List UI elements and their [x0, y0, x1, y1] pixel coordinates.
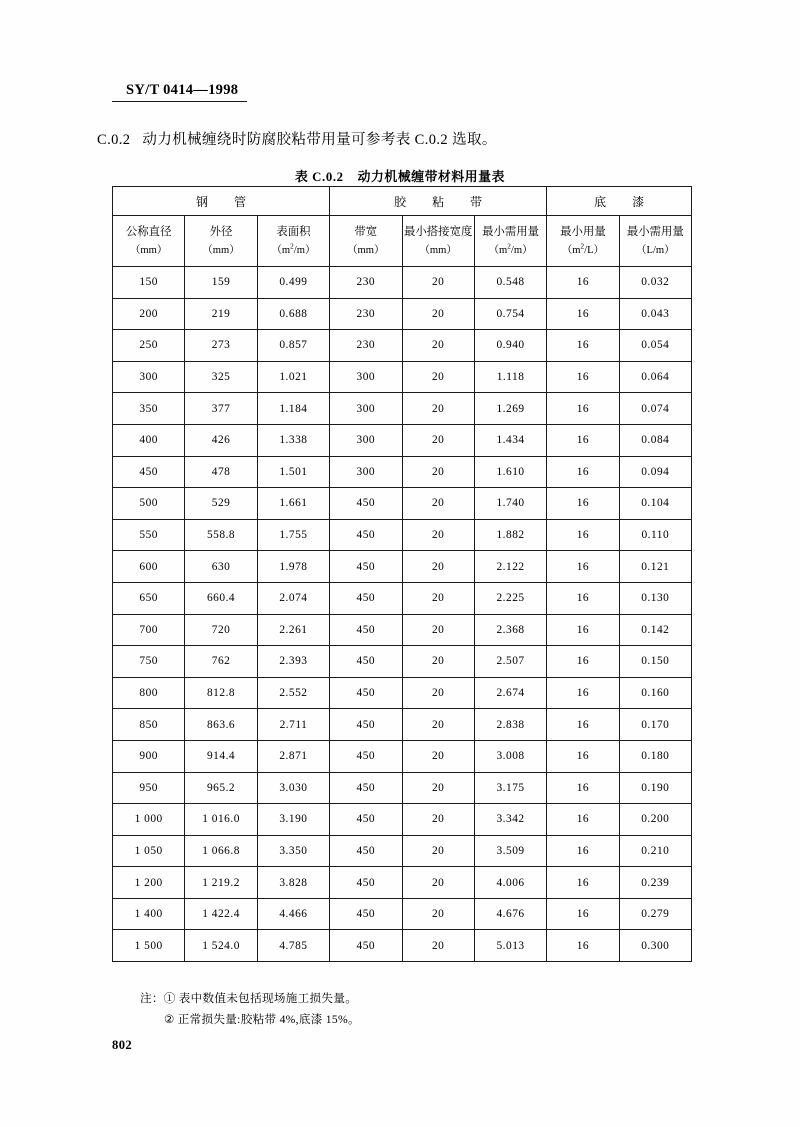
table-cell: 914.4: [185, 740, 257, 772]
table-cell: 0.104: [619, 488, 691, 520]
table-column-header: [547, 216, 619, 267]
table-cell: 1 524.0: [185, 930, 257, 962]
table-row: [113, 835, 692, 867]
column-header-name: 最小用量: [560, 225, 606, 238]
table-cell: 1.755: [257, 519, 329, 551]
table-cell: 700: [113, 614, 185, 646]
table-cell: 20: [402, 804, 474, 836]
table-cell: 0.110: [619, 519, 691, 551]
table-cell: 300: [330, 361, 402, 393]
table-cell: 16: [547, 582, 619, 614]
table-cell: 20: [402, 646, 474, 678]
table-cell: 300: [330, 456, 402, 488]
table-row: [113, 488, 692, 520]
column-header-row: [113, 216, 692, 267]
table-cell: 273: [185, 330, 257, 362]
table-cell: 3.008: [474, 740, 546, 772]
table-cell: 0.210: [619, 835, 691, 867]
table-cell: 0.170: [619, 709, 691, 741]
table-cell: 16: [547, 361, 619, 393]
table-row: [113, 867, 692, 899]
table-cell: 3.030: [257, 772, 329, 804]
note-text: 正常损失量:胶粘带 4%,底漆 15%。: [177, 1013, 360, 1027]
column-header-unit: $(m^2/m)$: [271, 242, 316, 256]
table-column-header: [330, 216, 402, 267]
table-caption: [0, 166, 800, 185]
table-cell: 2.122: [474, 551, 546, 583]
table-cell: 0.940: [474, 330, 546, 362]
table-cell: 20: [402, 393, 474, 425]
table-row: [113, 646, 692, 678]
table-cell: 1.978: [257, 551, 329, 583]
table-cell: 16: [547, 867, 619, 899]
table-cell: 750: [113, 646, 185, 678]
table-row: [113, 298, 692, 330]
table-row: [113, 393, 692, 425]
table-cell: 450: [330, 898, 402, 930]
table-cell: 16: [547, 614, 619, 646]
table-cell: 950: [113, 772, 185, 804]
table-cell: 2.838: [474, 709, 546, 741]
table-cell: 20: [402, 582, 474, 614]
table-cell: 1.661: [257, 488, 329, 520]
table-cell: 863.6: [185, 709, 257, 741]
table-body: [113, 267, 692, 962]
table-cell: 20: [402, 709, 474, 741]
table-cell: 1 016.0: [185, 804, 257, 836]
table-cell: 2.711: [257, 709, 329, 741]
column-header-name: 最小搭接宽度: [404, 225, 473, 238]
table-cell: 3.350: [257, 835, 329, 867]
table-cell: 450: [330, 804, 402, 836]
table-cell: 20: [402, 835, 474, 867]
table-row: [113, 930, 692, 962]
header-rule: [112, 101, 247, 102]
table-cell: 630: [185, 551, 257, 583]
table-cell: 1 200: [113, 867, 185, 899]
table-cell: 0.857: [257, 330, 329, 362]
table-cell: 650: [113, 582, 185, 614]
table-cell: 20: [402, 930, 474, 962]
table-cell: 558.8: [185, 519, 257, 551]
table-cell: 0.754: [474, 298, 546, 330]
column-header-name: 带宽: [354, 225, 378, 238]
table-cell: 450: [330, 709, 402, 741]
table-cell: 720: [185, 614, 257, 646]
table-cell: 426: [185, 424, 257, 456]
table-column-header: [619, 216, 691, 267]
table-cell: 450: [330, 677, 402, 709]
table-cell: 1.501: [257, 456, 329, 488]
table-cell: 0.279: [619, 898, 691, 930]
table-cell: 2.368: [474, 614, 546, 646]
table-cell: 20: [402, 898, 474, 930]
material-usage-table-wrapper: [112, 186, 692, 962]
column-header-name: 外径: [209, 225, 233, 238]
table-cell: 350: [113, 393, 185, 425]
table-cell: 600: [113, 551, 185, 583]
table-cell: 450: [330, 740, 402, 772]
table-cell: 0.150: [619, 646, 691, 678]
table-cell: 300: [330, 393, 402, 425]
table-cell: 219: [185, 298, 257, 330]
table-cell: 20: [402, 519, 474, 551]
note-item: [140, 988, 360, 1009]
table-cell: 16: [547, 551, 619, 583]
table-cell: 478: [185, 456, 257, 488]
column-header-unit: （mm）: [346, 244, 385, 256]
note-text: 表中数值未包括现场施工损失量。: [178, 992, 358, 1005]
table-cell: 3.342: [474, 804, 546, 836]
table-cell: 900: [113, 740, 185, 772]
table-row: [113, 740, 692, 772]
table-cell: 16: [547, 646, 619, 678]
table-cell: 20: [402, 551, 474, 583]
table-cell: 300: [113, 361, 185, 393]
column-header-name: 公称直径: [125, 225, 172, 238]
table-cell: 16: [547, 330, 619, 362]
table-cell: 2.871: [257, 740, 329, 772]
table-cell: 4.676: [474, 898, 546, 930]
table-cell: 0.160: [619, 677, 691, 709]
table-cell: 20: [402, 488, 474, 520]
column-header-unit: $(m^2/m)$: [488, 242, 533, 256]
table-row: [113, 582, 692, 614]
table-cell: 450: [330, 551, 402, 583]
column-header-unit: （L/m）: [635, 244, 675, 256]
table-row: [113, 519, 692, 551]
table-cell: 812.8: [185, 677, 257, 709]
table-cell: 800: [113, 677, 185, 709]
table-cell: 450: [330, 867, 402, 899]
table-row: [113, 267, 692, 299]
table-cell: 1.269: [474, 393, 546, 425]
column-header-name: 表面积: [276, 225, 311, 238]
note-marker: ①: [163, 992, 176, 1005]
table-cell: 20: [402, 298, 474, 330]
table-cell: 0.064: [619, 361, 691, 393]
table-cell: 20: [402, 740, 474, 772]
table-cell: 250: [113, 330, 185, 362]
table-cell: 325: [185, 361, 257, 393]
table-cell: 450: [330, 930, 402, 962]
table-row: [113, 709, 692, 741]
table-row: [113, 677, 692, 709]
table-cell: 20: [402, 330, 474, 362]
table-cell: 0.688: [257, 298, 329, 330]
table-cell: 16: [547, 456, 619, 488]
table-cell: 450: [330, 614, 402, 646]
table-cell: 3.828: [257, 867, 329, 899]
table-cell: 16: [547, 930, 619, 962]
table-group-header: 底 漆: [547, 187, 692, 216]
table-row: [113, 772, 692, 804]
table-cell: 0.239: [619, 867, 691, 899]
table-group-header: 胶 粘 带: [330, 187, 547, 216]
table-cell: 450: [330, 582, 402, 614]
table-cell: 16: [547, 519, 619, 551]
table-cell: 0.548: [474, 267, 546, 299]
note-marker: ②: [164, 1013, 175, 1027]
table-cell: 1.184: [257, 393, 329, 425]
table-cell: 0.499: [257, 267, 329, 299]
table-cell: 1 219.2: [185, 867, 257, 899]
table-cell: 20: [402, 424, 474, 456]
table-cell: 1 422.4: [185, 898, 257, 930]
table-cell: 1.610: [474, 456, 546, 488]
clause-text: 动力机械缠绕时防腐胶粘带用量可参考表 C.0.2 选取。: [142, 132, 497, 148]
clause-paragraph: [97, 128, 497, 149]
table-cell: 0.200: [619, 804, 691, 836]
table-cell: 2.674: [474, 677, 546, 709]
table-row: [113, 456, 692, 488]
table-cell: 16: [547, 740, 619, 772]
table-cell: 450: [113, 456, 185, 488]
table-cell: 16: [547, 424, 619, 456]
group-header-row: [113, 187, 692, 216]
table-cell: 500: [113, 488, 185, 520]
table-cell: 660.4: [185, 582, 257, 614]
table-cell: 0.084: [619, 424, 691, 456]
table-cell: 16: [547, 898, 619, 930]
table-cell: 4.785: [257, 930, 329, 962]
table-cell: 0.300: [619, 930, 691, 962]
table-cell: 20: [402, 772, 474, 804]
table-cell: 3.509: [474, 835, 546, 867]
note-item: [140, 1009, 360, 1030]
table-column-header: [257, 216, 329, 267]
table-cell: 965.2: [185, 772, 257, 804]
table-cell: 16: [547, 677, 619, 709]
table-cell: 230: [330, 267, 402, 299]
table-cell: 300: [330, 424, 402, 456]
table-cell: 377: [185, 393, 257, 425]
table-cell: 450: [330, 772, 402, 804]
table-cell: 1 400: [113, 898, 185, 930]
table-cell: 2.393: [257, 646, 329, 678]
column-header-name: 最小需用量: [482, 225, 540, 238]
table-row: [113, 330, 692, 362]
table-cell: 450: [330, 835, 402, 867]
table-row: [113, 361, 692, 393]
notes-prefix: 注：: [140, 992, 164, 1005]
table-cell: 0.121: [619, 551, 691, 583]
table-row: [113, 424, 692, 456]
table-cell: 16: [547, 267, 619, 299]
table-cell: 0.180: [619, 740, 691, 772]
table-cell: 4.006: [474, 867, 546, 899]
table-column-header: [113, 216, 185, 267]
table-cell: 2.074: [257, 582, 329, 614]
table-cell: 0.043: [619, 298, 691, 330]
table-cell: 2.552: [257, 677, 329, 709]
table-cell: 0.074: [619, 393, 691, 425]
table-cell: 16: [547, 772, 619, 804]
table-cell: 1 500: [113, 930, 185, 962]
table-cell: 850: [113, 709, 185, 741]
table-cell: 0.142: [619, 614, 691, 646]
table-cell: 450: [330, 488, 402, 520]
table-column-header: [402, 216, 474, 267]
table-row: [113, 551, 692, 583]
table-cell: 20: [402, 267, 474, 299]
table-cell: 550: [113, 519, 185, 551]
table-cell: 200: [113, 298, 185, 330]
table-column-header: [185, 216, 257, 267]
table-cell: 1.118: [474, 361, 546, 393]
table-caption-title: 动力机械缠带材料用量表: [357, 170, 505, 184]
table-cell: 2.261: [257, 614, 329, 646]
table-cell: 150: [113, 267, 185, 299]
table-cell: 20: [402, 867, 474, 899]
table-column-header: [474, 216, 546, 267]
table-caption-label: 表 C.0.2: [294, 170, 344, 184]
table-cell: 2.507: [474, 646, 546, 678]
table-row: [113, 804, 692, 836]
table-cell: 450: [330, 646, 402, 678]
page-number: 802: [112, 1038, 133, 1052]
table-cell: 5.013: [474, 930, 546, 962]
column-header-unit: （mm）: [202, 244, 240, 256]
table-cell: 230: [330, 330, 402, 362]
table-cell: 529: [185, 488, 257, 520]
table-cell: 1.882: [474, 519, 546, 551]
table-group-header: 钢 管: [113, 187, 330, 216]
column-header-unit: （mm）: [419, 244, 458, 256]
column-header-name: 最小需用量: [626, 225, 684, 238]
column-header-unit: （mm）: [129, 244, 168, 256]
table-cell: 159: [185, 267, 257, 299]
running-header: [112, 82, 692, 102]
table-cell: 0.094: [619, 456, 691, 488]
table-cell: 3.190: [257, 804, 329, 836]
table-head: [113, 187, 692, 267]
table-cell: 16: [547, 804, 619, 836]
column-header-unit: $(m^2/L)$: [561, 242, 605, 256]
table-cell: 16: [547, 298, 619, 330]
table-cell: 1.740: [474, 488, 546, 520]
table-cell: 20: [402, 614, 474, 646]
table-notes: [140, 988, 360, 1031]
table-cell: 1 000: [113, 804, 185, 836]
table-cell: 0.054: [619, 330, 691, 362]
table-cell: 3.175: [474, 772, 546, 804]
table-cell: 0.130: [619, 582, 691, 614]
standard-number: SY/T 0414—1998: [126, 82, 239, 98]
table-cell: 4.466: [257, 898, 329, 930]
table-cell: 1.434: [474, 424, 546, 456]
table-cell: 1.021: [257, 361, 329, 393]
table-cell: 762: [185, 646, 257, 678]
table-cell: 16: [547, 488, 619, 520]
table-cell: 230: [330, 298, 402, 330]
table-cell: 1 066.8: [185, 835, 257, 867]
table-cell: 400: [113, 424, 185, 456]
table-cell: 16: [547, 709, 619, 741]
table-cell: 1 050: [113, 835, 185, 867]
table-cell: 0.190: [619, 772, 691, 804]
table-row: [113, 898, 692, 930]
material-usage-table: [112, 186, 692, 962]
table-cell: 16: [547, 835, 619, 867]
table-cell: 20: [402, 361, 474, 393]
table-cell: 1.338: [257, 424, 329, 456]
clause-number: C.0.2: [97, 132, 131, 148]
table-cell: 20: [402, 677, 474, 709]
table-cell: 2.225: [474, 582, 546, 614]
table-row: [113, 614, 692, 646]
table-cell: 450: [330, 519, 402, 551]
table-cell: 0.032: [619, 267, 691, 299]
table-cell: 16: [547, 393, 619, 425]
table-cell: 20: [402, 456, 474, 488]
